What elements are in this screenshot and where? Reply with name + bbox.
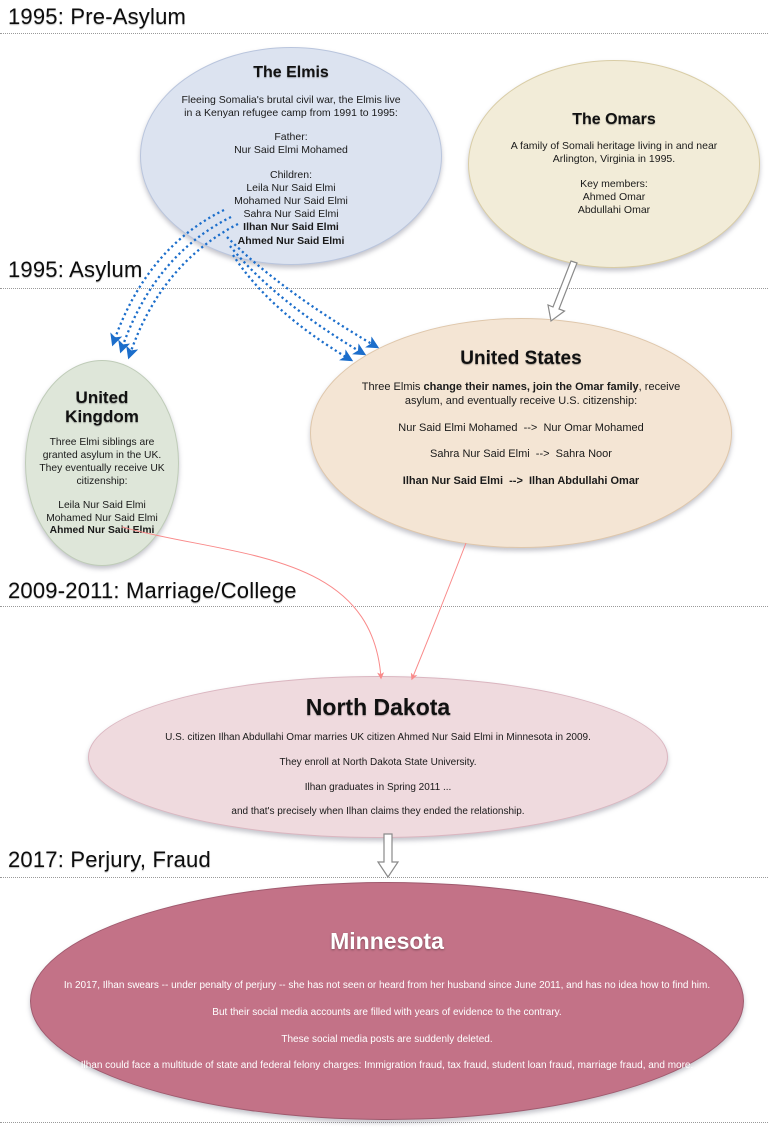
- elmis-title: The Elmis: [253, 64, 329, 82]
- elmis-father-name: Nur Said Elmi Mohamed: [234, 144, 348, 157]
- section-header-pre-asylum: 1995: Pre-Asylum: [8, 4, 187, 29]
- mn-line: In 2017, Ilhan swears -- under penalty of perjury -- she has not seen or heard from her husband since June 2011, and has no idea how to find him.: [63, 980, 711, 992]
- node-the-omars: [468, 60, 760, 268]
- elmis-children-label: Children:: [269, 168, 313, 181]
- arrow-nd-to-mn: [378, 834, 398, 877]
- arrow-omars-to-us: [548, 261, 577, 321]
- us-intro: [349, 381, 694, 409]
- nd-line: Ilhan graduates in Spring 2011 ...: [304, 781, 452, 793]
- omars-intro: A family of Somali heritage living in and near Arlington, Virginia in 1995.: [510, 140, 718, 166]
- uk-intro: Three Elmi siblings are granted asylum in the UK. They eventually receive UK citizenship:: [39, 436, 165, 487]
- omars-member: Ahmed Omar: [582, 190, 646, 203]
- node-the-elmis: [140, 47, 442, 265]
- mn-line: These social media posts are suddenly deleted.: [281, 1033, 493, 1045]
- us-intro-pre: Three Elmis: [361, 380, 424, 393]
- us-rename: Nur Said Elmi Mohamed --> Nur Omar Mohamed: [398, 421, 644, 434]
- nd-line: They enroll at North Dakota State University.: [279, 757, 477, 769]
- node-united-kingdom: [25, 360, 179, 566]
- elmis-child: Sahra Nur Said Elmi: [243, 208, 339, 221]
- uk-title: United Kingdom: [65, 387, 139, 427]
- elmis-child: Leila Nur Said Elmi: [246, 181, 336, 194]
- section-header-asylum: 1995: Asylum: [8, 257, 143, 282]
- uk-person: Leila Nur Said Elmi: [58, 499, 146, 511]
- omars-title: The Omars: [572, 110, 656, 128]
- arrow-us-to-nd: [412, 543, 466, 679]
- node-north-dakota: [88, 676, 668, 838]
- nd-line: and that's precisely when Ilhan claims they ended the relationship.: [231, 806, 525, 818]
- elmis-child: Mohamed Nur Said Elmi: [234, 195, 348, 208]
- elmis-child-bold: Ilhan Nur Said Elmi: [243, 221, 339, 234]
- section-divider-asylum: [0, 288, 768, 289]
- omars-members-label: Key members:: [580, 177, 648, 190]
- us-intro-post: , receive asylum, and eventually receive U.S. citizenship:: [404, 380, 681, 407]
- elmis-child-bold: Ahmed Nur Said Elmi: [237, 234, 345, 247]
- node-united-states: [310, 318, 732, 548]
- mn-title: Minnesota: [330, 928, 444, 955]
- section-header-marriage-college: 2009-2011: Marriage/College: [8, 578, 297, 603]
- omars-member: Abdullahi Omar: [577, 204, 651, 217]
- section-header-perjury-fraud: 2017: Perjury, Fraud: [8, 847, 211, 872]
- us-title: United States: [460, 347, 582, 369]
- us-rename-bold: Ilhan Nur Said Elmi --> Ilhan Abdullahi Omar: [402, 475, 640, 488]
- node-minnesota: [30, 882, 744, 1120]
- nd-title: North Dakota: [305, 694, 451, 721]
- nd-line: U.S. citizen Ilhan Abdullahi Omar marries UK citizen Ahmed Nur Said Elmi in Minnesota in 2009.: [165, 732, 591, 744]
- us-content: [349, 349, 694, 489]
- mn-line: But their social media accounts are filled with years of evidence to the contrary.: [212, 1007, 562, 1019]
- section-divider-bottom: [0, 1122, 768, 1123]
- elmis-intro: Fleeing Somalia's brutal civil war, the Elmis live in a Kenyan refugee camp from 1991 to 1995:: [181, 93, 401, 119]
- uk-person: Mohamed Nur Said Elmi: [46, 512, 158, 524]
- mn-line: Ilhan could face a multitude of state and federal felony charges: Immigration fraud, tax fraud, student loan fraud, marriage fraud, and more.: [80, 1060, 694, 1072]
- us-intro-bold: change their names, join the Omar family: [423, 380, 639, 393]
- section-divider-pre-asylum: [0, 33, 768, 34]
- section-divider-marriage-college: [0, 606, 768, 607]
- us-rename: Sahra Nur Said Elmi --> Sahra Noor: [430, 448, 612, 461]
- elmis-father-label: Father:: [274, 131, 308, 144]
- uk-person-bold: Ahmed Nur Said Elmi: [49, 525, 155, 537]
- section-divider-perjury-fraud: [0, 877, 768, 878]
